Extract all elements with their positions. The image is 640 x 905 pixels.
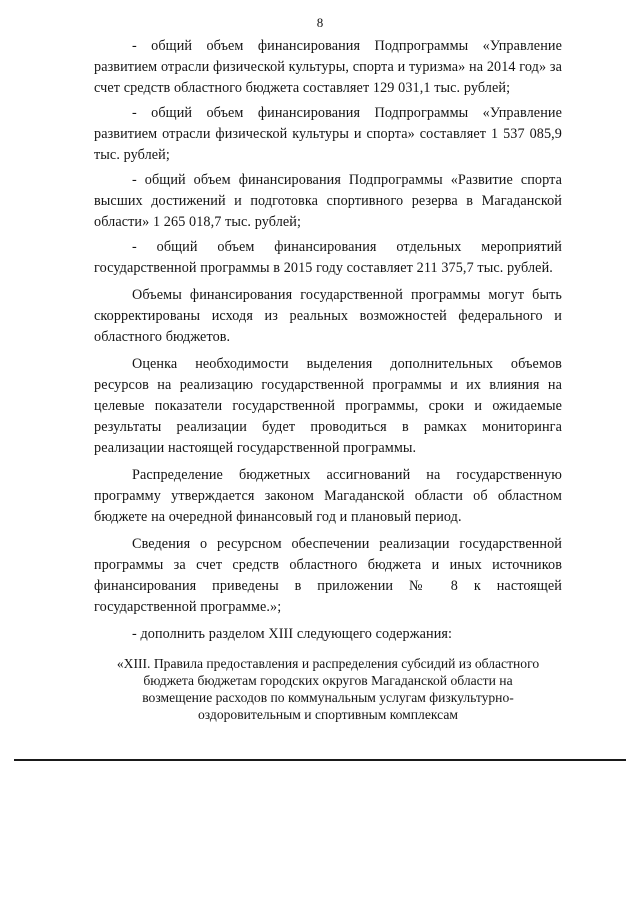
paragraph-funding-adjustment: Объемы финансирования государственной программы могут быть скорректированы исходя из реальных возможностей федерального и областного бюджетов. — [94, 287, 562, 345]
bottom-divider — [14, 759, 626, 761]
paragraph-funding-tourism-2014: - общий объем финансирования Подпрограммы «Управление развитием отрасли физической культуры, спорта и туризма» на 2014 год» за счет средств областного бюджета составляет 129 031,1 тыс. рублей; — [94, 38, 562, 96]
paragraph-add-section: - дополнить разделом XIII следующего содержания: — [132, 626, 453, 642]
page-number: 8 — [316, 15, 324, 30]
paragraph-funding-separate-measures: - общий объем финансирования отдельных мероприятий государственной программы в 2015 году составляет 211 375,7 тыс. рублей. — [94, 239, 562, 276]
paragraph-resource-info: Сведения о ресурсном обеспечении реализации государственной программы за счет средств областного бюджета и иных источников финансирования приведены в приложении № 8 к настоящей государственной программе.»; — [94, 536, 562, 615]
paragraph-funding-elite-sport: - общий объем финансирования Подпрограммы «Развитие спорта высших достижений и подготовка спортивного резерва в Магаданской области» 1 265 018,7 тыс. рублей; — [94, 172, 562, 230]
paragraph-resource-assessment: Оценка необходимости выделения дополнительных объемов ресурсов на реализацию государственной программы и их влияния на целевые показатели государственной программы, сроки и ожидаемые результаты реализации будет проводиться в рамках мониторинга реализации настоящей государственной программы. — [94, 356, 562, 456]
paragraph-funding-sport-management: - общий объем финансирования Подпрограммы «Управление развитием отрасли физической культуры и спорта» составляет 1 537 085,9 тыс. рублей; — [94, 105, 562, 163]
section-heading: «XIII. Правила предоставления и распределения субсидий из областного бюджета бюджетам городских округов Магаданской области на возмещение расходов по коммунальным услугам физкультурно-оздоровительным и спортивным комплексам — [116, 656, 540, 722]
paragraph-budget-allocation: Распределение бюджетных ассигнований на государственную программу утверждается законом Магаданской области об областном бюджете на очередной финансовый год и плановый период. — [94, 467, 562, 525]
document-body — [94, 36, 562, 723]
